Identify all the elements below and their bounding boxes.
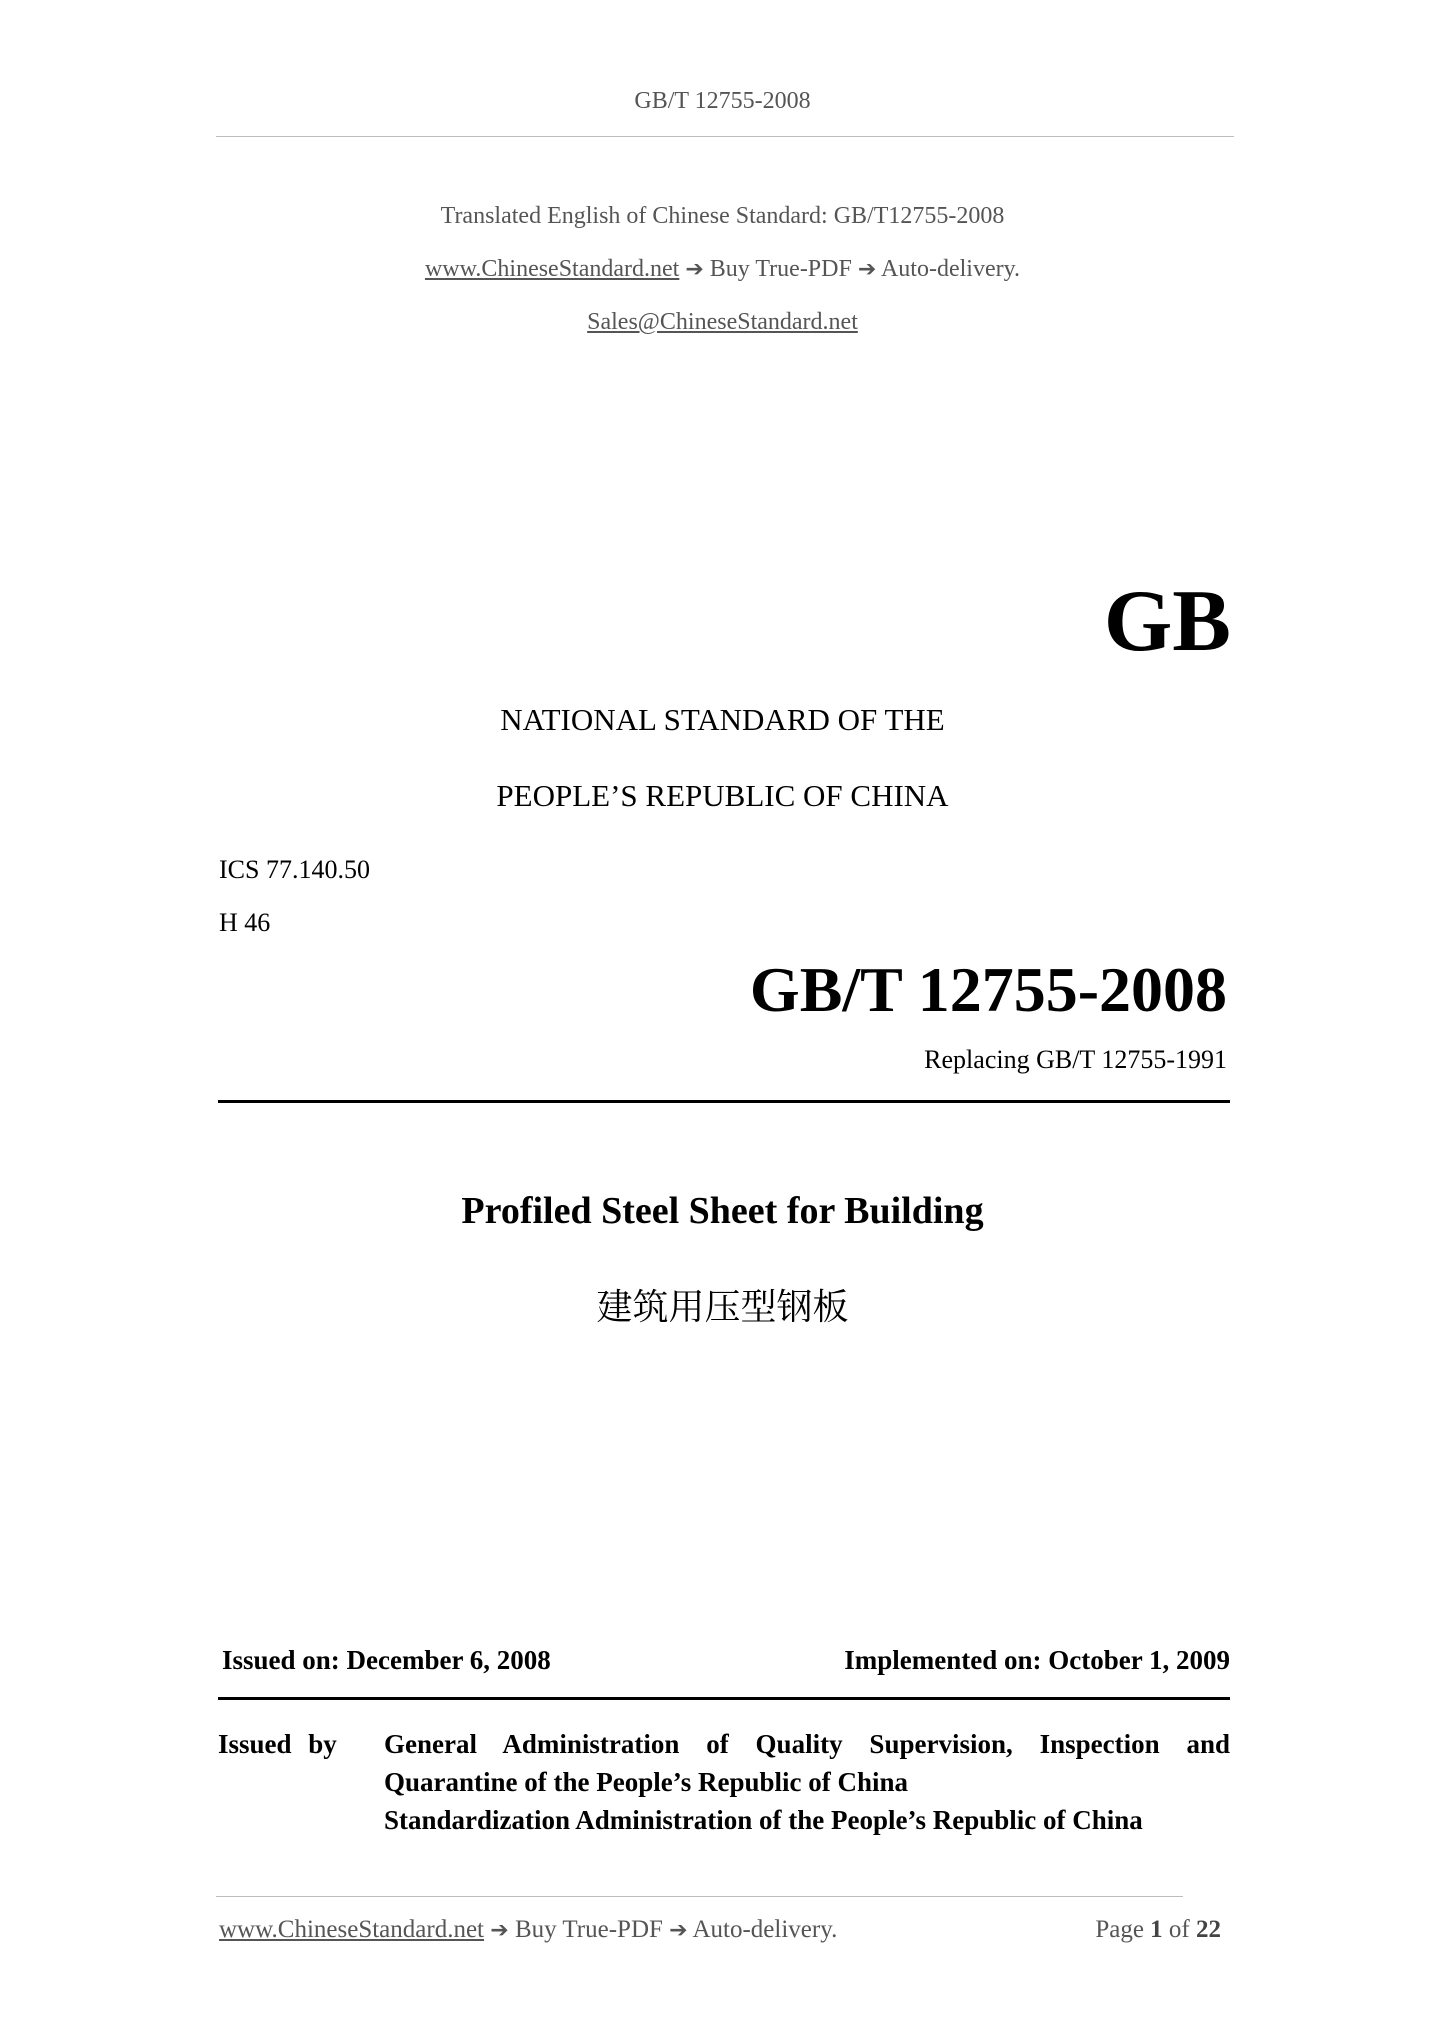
issuer-line-3: Standardization Administration of the People’s Republic of China — [384, 1805, 1143, 1835]
translation-notice-title: Translated English of Chinese Standard: GB/T12755-2008 — [440, 203, 1005, 229]
standard-number: GB/T 12755-2008 — [749, 954, 1227, 1025]
arrow-right-icon: ➔ — [857, 257, 877, 282]
buy-true-pdf-text: Buy True-PDF — [709, 256, 852, 282]
document-title: Profiled Steel Sheet for Building — [461, 1190, 984, 1232]
national-heading-line-2: PEOPLE’S REPUBLIC OF CHINA — [496, 778, 949, 813]
site-link[interactable]: www.ChineseStandard.net — [424, 256, 680, 282]
running-header: GB/T 12755-2008 — [634, 88, 811, 114]
header-divider — [216, 136, 1234, 137]
arrow-right-icon: ➔ — [490, 1918, 509, 1943]
ics-code: ICS 77.140.50 — [219, 855, 370, 884]
issued-by-label: Issued by — [218, 1729, 337, 1759]
footer-divider — [216, 1896, 1183, 1897]
arrow-right-icon: ➔ — [669, 1918, 688, 1943]
issuer-line-1: General Administration of Quality Supervision, Inspection and — [384, 1729, 1230, 1759]
replacing-note: Replacing GB/T 12755-1991 — [924, 1045, 1227, 1074]
implemented-date: Implemented on: October 1, 2009 — [844, 1645, 1230, 1675]
sales-email-link[interactable]: Sales@ChineseStandard.net — [587, 309, 858, 335]
current-page-number: 1 — [1150, 1916, 1163, 1943]
footer-purchase-line — [219, 1917, 837, 1942]
purchase-line — [0, 249, 1445, 302]
of-word: of — [1168, 1916, 1190, 1943]
national-heading-line-1: NATIONAL STANDARD OF THE — [500, 702, 945, 737]
classification-codes — [219, 850, 370, 956]
total-pages-number: 22 — [1196, 1916, 1221, 1943]
issuer-line-2: Quarantine of the People’s Republic of China — [384, 1767, 909, 1797]
issued-date: Issued on: December 6, 2008 — [222, 1645, 551, 1675]
footer-site-link[interactable]: www.ChineseStandard.net — [219, 1916, 484, 1943]
ccs-code: H 46 — [219, 908, 271, 937]
national-standard-heading — [0, 700, 1445, 852]
dates-divider — [218, 1697, 1230, 1700]
gb-mark: GB — [1103, 573, 1231, 670]
page-word: Page — [1095, 1916, 1144, 1943]
document-title-chinese: 建筑用压型钢板 — [596, 1287, 849, 1328]
page-indicator — [1095, 1917, 1221, 1942]
translation-notice — [0, 196, 1445, 355]
title-divider-top — [218, 1100, 1230, 1103]
auto-delivery-text: Auto-delivery. — [880, 256, 1021, 282]
arrow-right-icon: ➔ — [685, 257, 704, 282]
footer-buy-text: Buy True-PDF — [514, 1916, 663, 1943]
footer-delivery-text: Auto-delivery. — [692, 1916, 838, 1943]
email-line — [0, 302, 1445, 355]
